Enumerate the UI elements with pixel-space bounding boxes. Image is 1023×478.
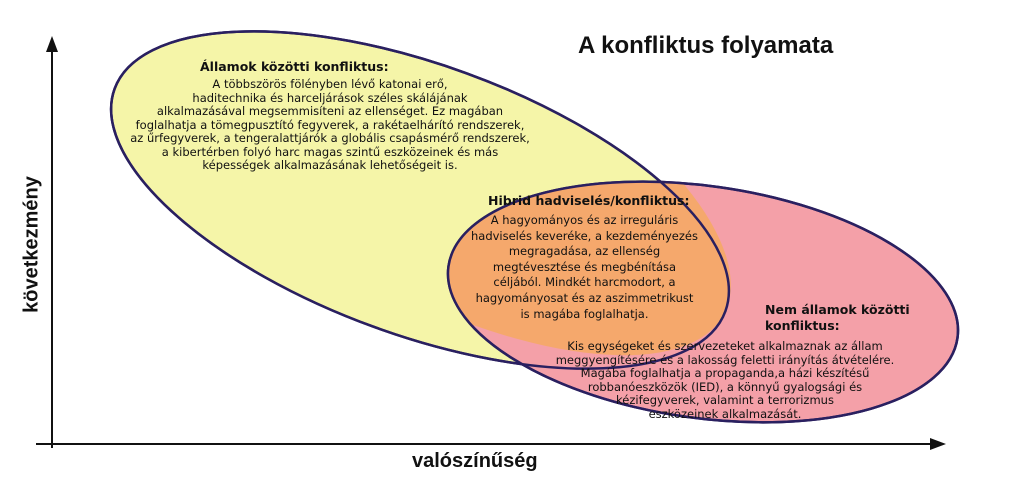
hybrid-line: megtévesztése és megbénítása [492, 259, 677, 274]
hybrid-line: hagyományosat és az aszimmetrikust [475, 290, 694, 305]
state-line: a kibertérben folyó harc magas szintű eszközeinek és más [161, 144, 499, 159]
state-conflict-heading: Államok közötti konfliktus: [200, 59, 389, 74]
hybrid-line: is magába foglalhatja. [520, 306, 649, 321]
non-state-line: eszközeinek alkalmazását. [648, 406, 802, 421]
non-state-heading-line2: konfliktus: [765, 318, 840, 333]
non-state-text [505, 340, 945, 421]
state-line: haditechnika és harceljárások széles skálájának [192, 90, 468, 105]
diagram-title: A konfliktus folyamata [578, 32, 834, 59]
hybrid-line: megragadása, az ellenség [508, 244, 661, 259]
hybrid-heading: Hibrid hadviselés/konfliktus: [488, 193, 690, 208]
y-axis-label: következmény [20, 176, 43, 313]
state-line: képességek alkalmazásának lehetőségeit is. [202, 158, 458, 172]
y-axis-arrow [46, 36, 58, 52]
hybrid-line: A hagyományos és az irreguláris [490, 213, 679, 227]
x-axis-arrow [930, 438, 946, 450]
hybrid-text [452, 213, 717, 322]
non-state-line: robbanóeszközök (IED), a könnyű gyalogsági és [587, 379, 863, 394]
non-state-heading-line1: Nem államok közötti [765, 302, 910, 317]
state-line: alkalmazásával megsemmisíteni az ellenséget. Ez magában [156, 104, 504, 118]
state-line: az űrfegyverek, a tengeralattjárók a globális csapásmérő rendszerek, [130, 131, 530, 145]
non-state-line: Magába foglalhatja a propaganda,a házi készítésű [580, 366, 870, 380]
state-conflict-text [110, 78, 550, 173]
hybrid-line: céljából. Mindkét harcmodort, a [493, 275, 676, 290]
non-state-line: kézifegyverek, valamint a terrorizmus [616, 393, 834, 407]
state-line: foglalhatja a tömegpusztító fegyverek, a rakétaelhárító rendszerek, [135, 117, 525, 132]
non-state-line: Kis egységeket és szervezeteket alkalmaznak az állam [567, 339, 883, 353]
state-line: A többszörös fölényben lévő katonai erő, [212, 77, 448, 91]
non-state-line: meggyengítésére és a lakosság feletti irányítás átvételére. [555, 352, 895, 367]
hybrid-line: hadviselés keveréke, a kezdeményezés [470, 228, 698, 243]
x-axis-label: valószínűség [412, 450, 538, 472]
